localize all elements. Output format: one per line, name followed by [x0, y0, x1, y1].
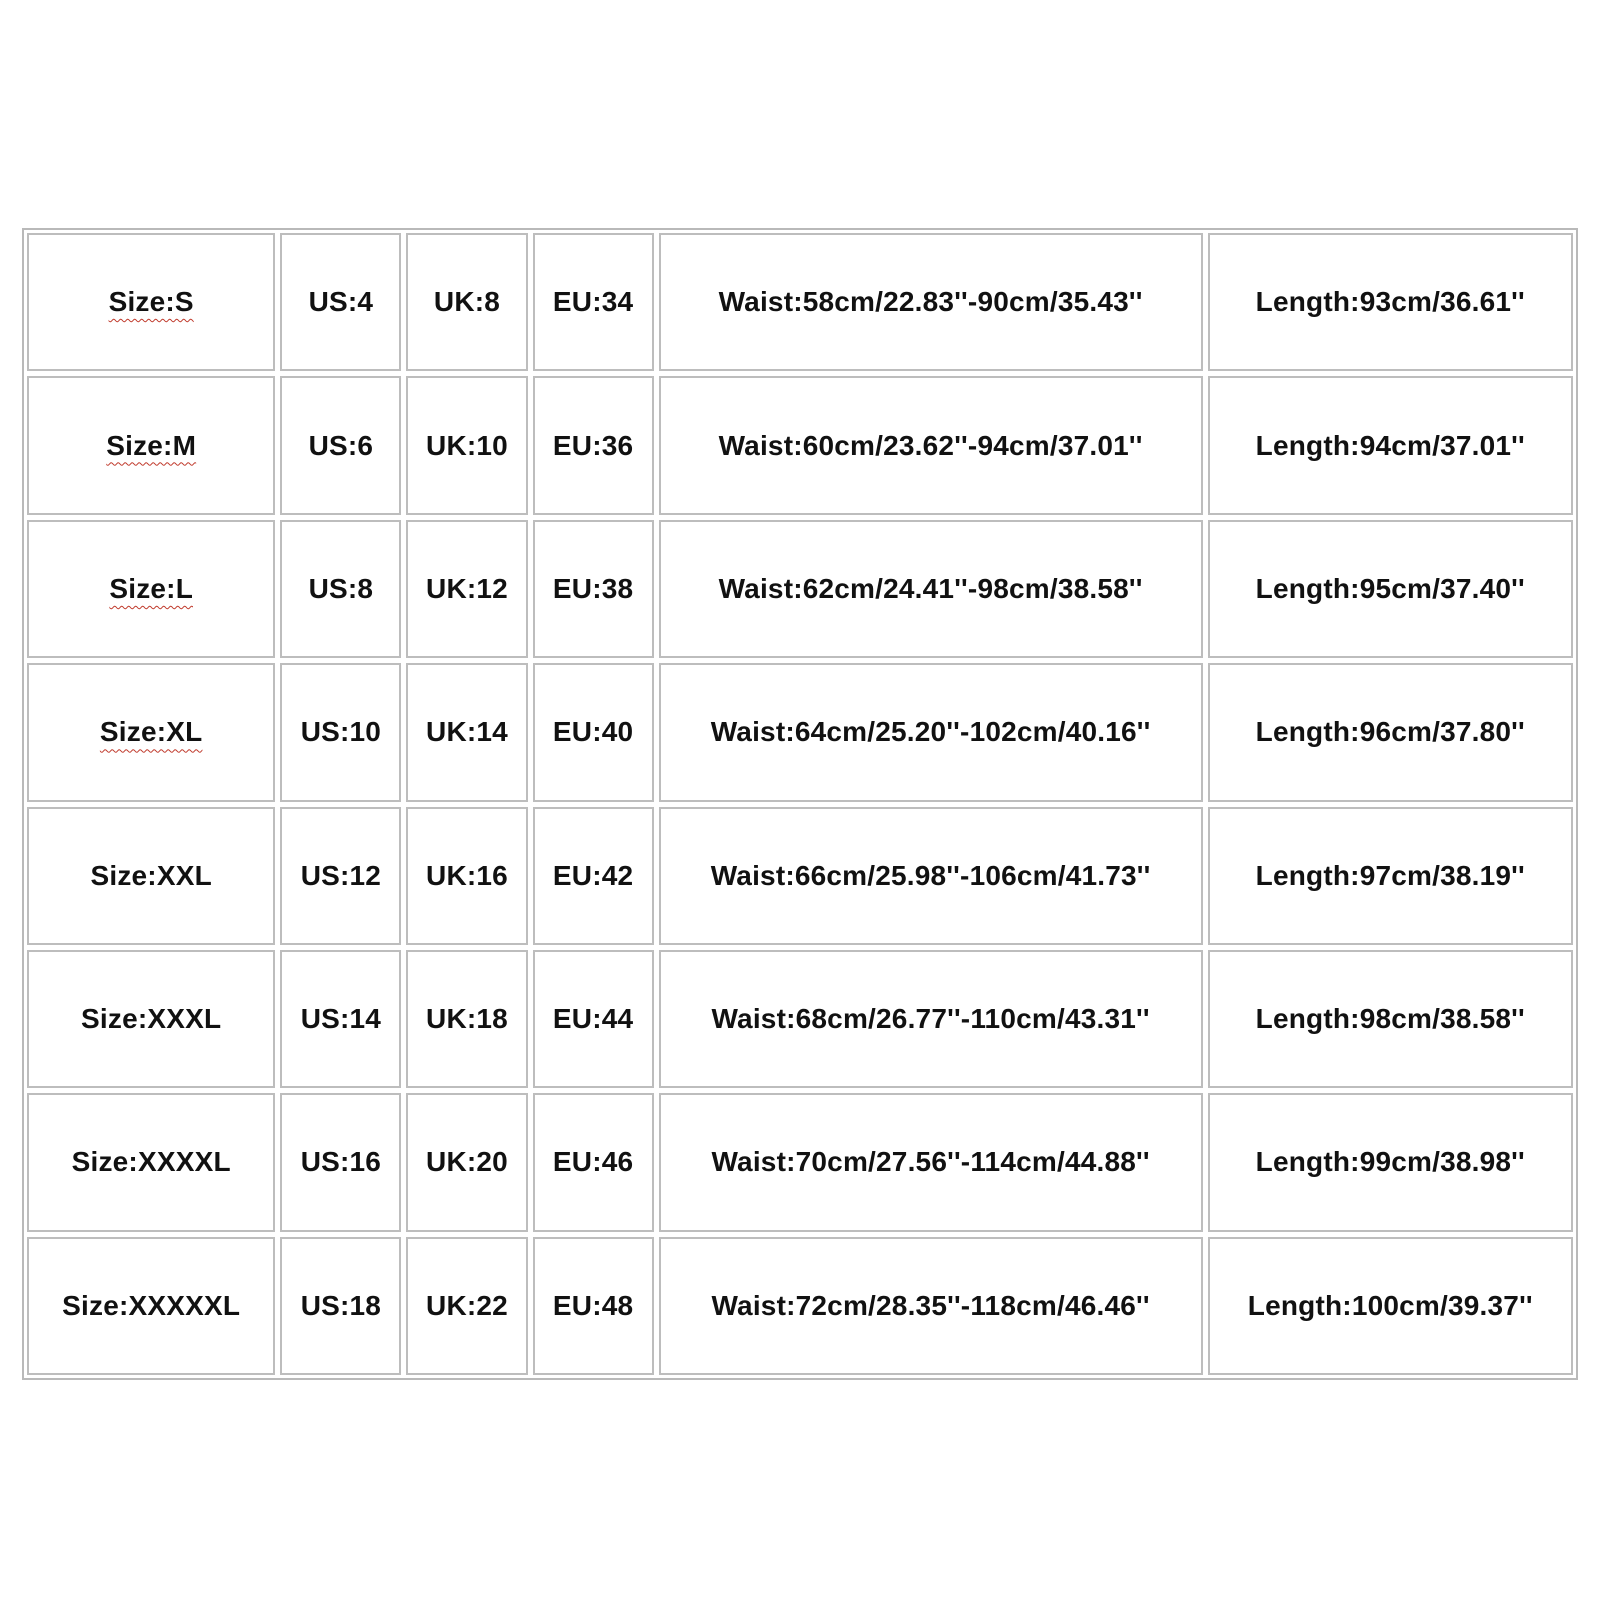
length-cell: Length:95cm/37.40'': [1208, 520, 1573, 658]
waist-cell: Waist:62cm/24.41''-98cm/38.58'': [659, 520, 1203, 658]
eu-size-cell: EU:42: [533, 807, 654, 945]
size-cell: [27, 376, 275, 514]
waist-cell: Waist:72cm/28.35''-118cm/46.46'': [659, 1237, 1203, 1375]
size-row-m: [27, 376, 1573, 514]
size-label: Size:XXXXL: [71, 1146, 231, 1178]
uk-size-cell: UK:8: [406, 233, 527, 371]
us-size-cell: US:10: [280, 663, 401, 801]
uk-size-cell: UK:10: [406, 376, 527, 514]
size-label: Size:M: [106, 429, 197, 461]
size-row-xxxxl: [27, 1093, 1573, 1231]
size-label: Size:XL: [99, 716, 203, 748]
eu-size-cell: EU:36: [533, 376, 654, 514]
size-cell: [27, 663, 275, 801]
length-cell: Length:100cm/39.37'': [1208, 1237, 1573, 1375]
size-label: Size:S: [108, 286, 194, 318]
size-row-xxxxxl: [27, 1237, 1573, 1375]
size-cell: [27, 233, 275, 371]
eu-size-cell: EU:48: [533, 1237, 654, 1375]
size-label: Size:XXL: [90, 859, 212, 891]
size-cell: [27, 950, 275, 1088]
size-label: Size:XXXL: [81, 1003, 222, 1035]
length-cell: Length:99cm/38.98'': [1208, 1093, 1573, 1231]
eu-size-cell: EU:38: [533, 520, 654, 658]
size-label: Size:XXXXXL: [62, 1289, 241, 1321]
us-size-cell: US:12: [280, 807, 401, 945]
size-row-xl: [27, 663, 1573, 801]
size-row-l: [27, 520, 1573, 658]
length-cell: Length:98cm/38.58'': [1208, 950, 1573, 1088]
size-cell: [27, 1237, 275, 1375]
waist-cell: Waist:68cm/26.77''-110cm/43.31'': [659, 950, 1203, 1088]
us-size-cell: US:8: [280, 520, 401, 658]
eu-size-cell: EU:44: [533, 950, 654, 1088]
eu-size-cell: EU:46: [533, 1093, 654, 1231]
waist-cell: Waist:70cm/27.56''-114cm/44.88'': [659, 1093, 1203, 1231]
waist-cell: Waist:58cm/22.83''-90cm/35.43'': [659, 233, 1203, 371]
size-label: Size:L: [109, 572, 193, 604]
waist-cell: Waist:64cm/25.20''-102cm/40.16'': [659, 663, 1203, 801]
uk-size-cell: UK:12: [406, 520, 527, 658]
waist-cell: Waist:60cm/23.62''-94cm/37.01'': [659, 376, 1203, 514]
waist-cell: Waist:66cm/25.98''-106cm/41.73'': [659, 807, 1203, 945]
eu-size-cell: EU:34: [533, 233, 654, 371]
uk-size-cell: UK:14: [406, 663, 527, 801]
us-size-cell: US:18: [280, 1237, 401, 1375]
uk-size-cell: UK:16: [406, 807, 527, 945]
length-cell: Length:93cm/36.61'': [1208, 233, 1573, 371]
uk-size-cell: UK:22: [406, 1237, 527, 1375]
uk-size-cell: UK:20: [406, 1093, 527, 1231]
size-row-xxl: [27, 807, 1573, 945]
size-cell: [27, 807, 275, 945]
length-cell: Length:94cm/37.01'': [1208, 376, 1573, 514]
size-cell: [27, 1093, 275, 1231]
uk-size-cell: UK:18: [406, 950, 527, 1088]
size-row-s: [27, 233, 1573, 371]
us-size-cell: US:4: [280, 233, 401, 371]
us-size-cell: US:6: [280, 376, 401, 514]
us-size-cell: US:14: [280, 950, 401, 1088]
size-chart-table: [22, 228, 1578, 1380]
us-size-cell: US:16: [280, 1093, 401, 1231]
size-cell: [27, 520, 275, 658]
size-chart: [22, 228, 1578, 1380]
eu-size-cell: EU:40: [533, 663, 654, 801]
length-cell: Length:96cm/37.80'': [1208, 663, 1573, 801]
length-cell: Length:97cm/38.19'': [1208, 807, 1573, 945]
size-row-xxxl: [27, 950, 1573, 1088]
